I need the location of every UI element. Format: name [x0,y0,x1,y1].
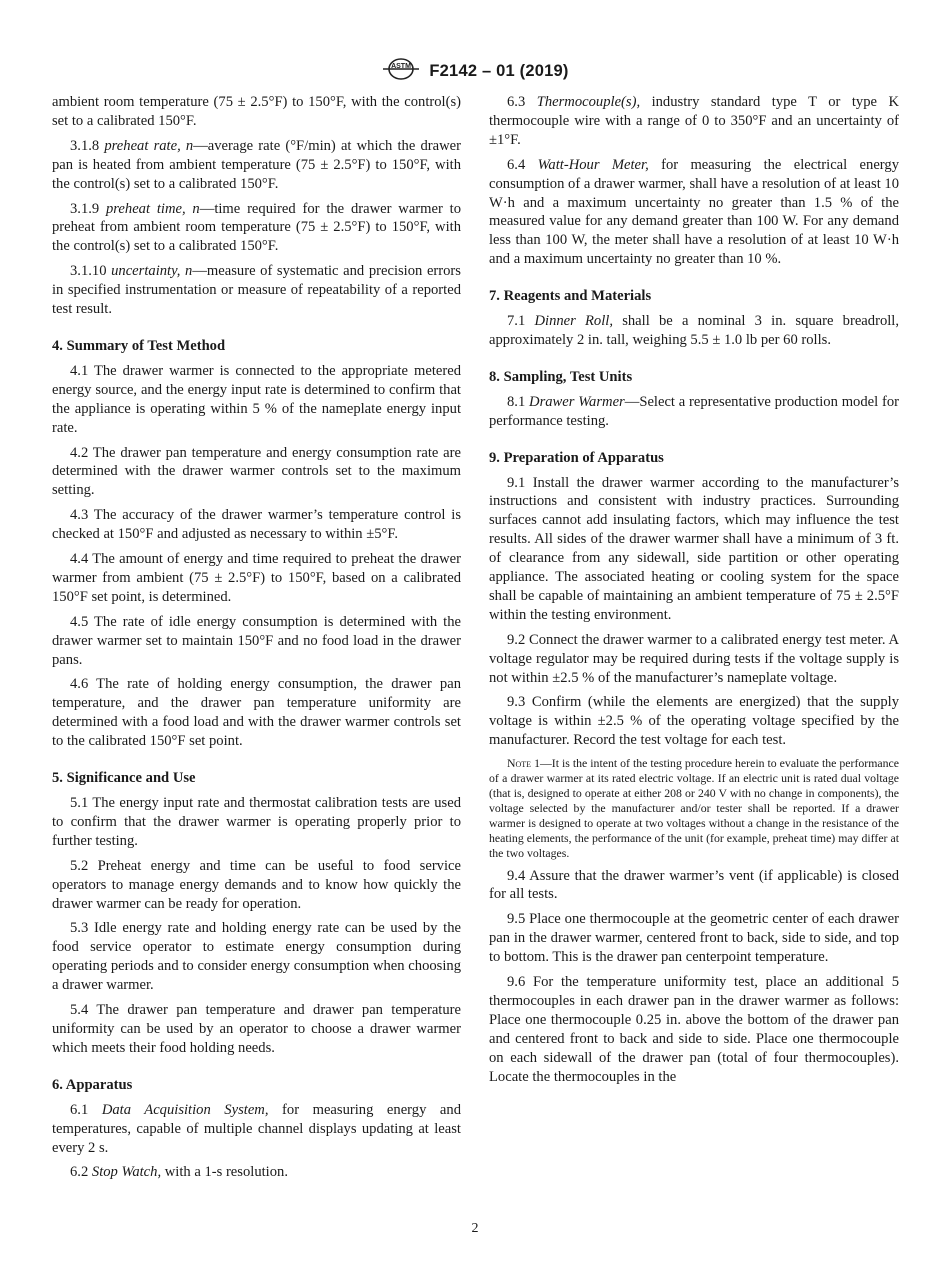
paragraph-4-6: 4.6 The rate of holding energy consumption, the drawer pan temperature, and the drawer pan temperature uniformity are determined with a food load and with the drawer warmer controls set to the calibrated 150°F set point. [52,676,461,750]
astm-logo-icon [381,58,421,85]
paragraph-9-5: 9.5 Place one thermocouple at the geometric center of each drawer pan in the drawer warmer, centered front to back, side to side, and top to bottom. This is the drawer pan centerpoint temperature. [489,911,899,966]
paragraph-6-4: 6.4 Watt-Hour Meter, for measuring the electrical energy consumption of a drawer warmer, shall have a resolution of at least 10 W·h and a maximum uncertainty no greater than 1.5 % of the measured value for any demand greater than 100 W. For any demand less than 100 W, the meter shall have a resolution of at least 10 W·h and a maximum uncertainty no greater than 10 %. [489,156,900,268]
paragraph-5-3: 5.3 Idle energy rate and holding energy rate can be used by the food service operator to estimate energy consumption during operating periods and to consider energy consumption when choosing a drawer warmer. [52,920,461,994]
left-column [52,93,461,1188]
paragraph-9-4: 9.4 Assure that the drawer warmer’s vent (if applicable) is closed for all tests. [489,867,899,903]
paragraph-6-2: 6.2 Stop Watch, with a 1-s resolution. [70,1164,288,1181]
right-column [489,93,899,1093]
section-heading-9: 9. Preparation of Apparatus [489,449,664,466]
paragraph-5-4: 5.4 The drawer pan temperature and drawer pan temperature uniformity can be used by an operator to choose a drawer warmer which meets their food holding needs. [52,1002,461,1056]
paragraph: ambient room temperature (75 ± 2.5°F) to 150°F, with the control(s) set to a calibrated 150°F. [52,94,461,129]
paragraph-7-1: 7.1 Dinner Roll, shall be a nominal 3 in. square breadroll, approximately 2 in. tall, weighing 5.5 ± 1.0 lb per 60 rolls. [489,313,900,348]
note-1: Note 1—It is the intent of the testing procedure herein to evaluate the performance of a drawer warmer at its rated electric voltage. If an electric unit is rated dual voltage (that is, designed to operate at either 208 or 240 V with no change in components), the voltage selected by the manufacturer and/or tester shall be reported. If a drawer warmer is designed to operate at two voltages without a change in the resistance of the heating elements, the performance of the unit (for example, preheat time) may differ at the two voltages. [489,756,900,860]
page-header [0,58,950,82]
paragraph-4-4: 4.4 The amount of energy and time required to preheat the drawer warmer from ambient (75 ± 2.5°F) to 150°F, based on a calibrated 150°F set point, is determined. [52,551,461,605]
paragraph-9-6: 9.6 For the temperature uniformity test, place an additional 5 thermocouples in each drawer pan in the drawer warmer as follows: Place one thermocouple 0.25 in. above the bottom of the drawer pan and centered front to back and side to side. Place one thermocouple on each sidewall of the drawer pan (total of four thermocouples). Locate the thermocouples in the [489,974,899,1085]
section-heading-8: 8. Sampling, Test Units [489,368,633,385]
paragraph-9-3: 9.3 Confirm (while the elements are energized) that the supply voltage is within ±2.5 % of the operating voltage specified by the manufacturer. Record the test voltage for each test. [489,694,899,749]
paragraph-6-3: 6.3 Thermocouple(s), industry standard type T or type K thermocouple wire with a range of 0 to 350°F and an uncertainty of ±1°F. [489,94,899,148]
section-heading-4: 4. Summary of Test Method [52,337,226,354]
paragraph-4-3: 4.3 The accuracy of the drawer warmer’s temperature control is checked at 150°F and adjusted as necessary to within ±5°F. [52,507,461,543]
paragraph-4-2: 4.2 The drawer pan temperature and energy consumption rate are determined with the drawer warmer controls set to the maximum setting. [52,444,461,499]
paragraph-4-1: 4.1 The drawer warmer is connected to the appropriate metered energy source, and the energy input rate is determined to confirm that the appliance is operating within 5 % of the nameplate energy input rate. [52,362,461,436]
paragraph-5-2: 5.2 Preheat energy and time can be useful to food service operators to manage energy demands and to know how quickly the drawer warmer can be ready for operation. [52,857,461,912]
definition-3-1-10: 3.1.10 uncertainty, n—measure of systematic and precision errors in specified instrumentation or measure of repeatability of a reported test result. [52,263,461,318]
paragraph-8-1: 8.1 Drawer Warmer—Select a representative production model for performance testing. [489,393,899,429]
paragraph-4-5: 4.5 The rate of idle energy consumption is determined with the drawer warmer set to maintain 150°F and no food load in the drawer pans. [52,613,461,668]
document-designation: F2142 – 01 (2019) [429,62,569,80]
section-heading-5: 5. Significance and Use [52,770,196,787]
section-heading-7: 7. Reagents and Materials [489,288,652,305]
svg-text:ASTM: ASTM [391,63,412,70]
paragraph-5-1: 5.1 The energy input rate and thermostat calibration tests are used to confirm that the drawer warmer is operating properly prior to further testing. [52,795,461,849]
paragraph-9-2: 9.2 Connect the drawer warmer to a calibrated energy test meter. A voltage regulator may be required during tests if the voltage supply is not within ±2.5 % of the manufacturer’s nameplate voltage. [489,631,899,686]
section-heading-6: 6. Apparatus [52,1076,133,1093]
page-number: 2 [471,1221,479,1236]
paragraph-6-1: 6.1 Data Acquisition System, for measuring energy and temperatures, capable of multiple channel displays updating at least every 2 s. [52,1101,461,1156]
paragraph-9-1: 9.1 Install the drawer warmer according to the manufacturer’s instructions and consistent with industry practices. Surrounding surfaces cannot add insulating factors, which may influence the test results. All sides of the drawer warmer shall have a minimum of 3 ft. of clearance from any sidewall, side partition or other operating appliance. The associated heating or cooling system for the space shall be capable of maintaining an ambient temperature of 75 ± 2.5°F within the testing environment. [489,474,899,623]
definition-3-1-8: 3.1.8 preheat rate, n—average rate (°F/min) at which the drawer pan is heated from ambient temperature (75 ± 2.5°F) to 150°F, with the control(s) set to a calibrated 150°F. [52,137,461,192]
definition-3-1-9: 3.1.9 preheat time, n—time required for the drawer warmer to preheat from ambient room temperature (75 ± 2.5°F) to 150°F, with the control(s) set to a calibrated 150°F. [52,200,461,255]
